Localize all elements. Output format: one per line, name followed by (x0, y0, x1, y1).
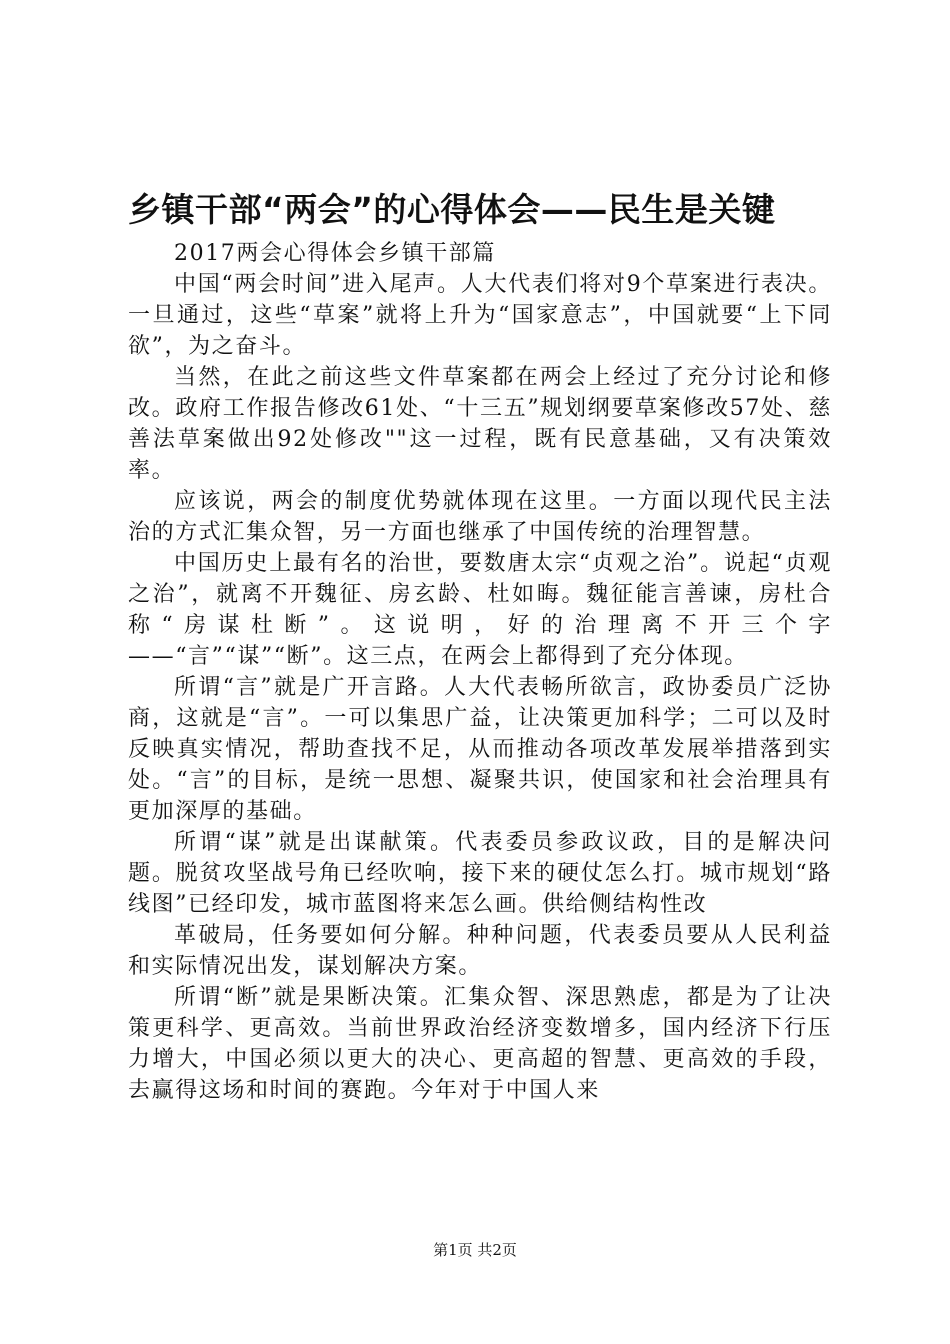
body-paragraph: 当然，在此之前这些文件草案都在两会上经过了充分讨论和修改。政府工作报告修改61处、“十三五”规划纲要草案修改57处、慈善法草案做出92处修改""这一过程，既有民意基础，又有决策效率。 (128, 365, 832, 483)
body-paragraph: 所谓“断”就是果断决策。汇集众智、深思熟虑，都是为了让决策更科学、更高效。当前世界政治经济变数增多，国内经济下行压力增大，中国必须以更大的决心、更高超的智慧、更高效的手段，去赢得这场和时间的赛跑。今年对于中国人来 (128, 985, 832, 1103)
page-number-footer: 第1页 共2页 (433, 1241, 517, 1259)
document-title: 乡镇干部“两会”的心得体会——民生是关键 (128, 190, 776, 229)
document-body (128, 238, 832, 1106)
body-paragraph: 应该说，两会的制度优势就体现在这里。一方面以现代民主法治的方式汇集众智，另一方面也继承了中国传统的治理智慧。 (128, 489, 832, 545)
subtitle-paragraph: 2017两会心得体会乡镇干部篇 (174, 241, 496, 266)
body-paragraph: 中国历史上最有名的治世，要数唐太宗“贞观之治”。说起“贞观之治”，就离不开魏征、房玄龄、杜如晦。魏征能言善谏，房杜合称“房谋杜断”。这说明，好的治理离不开三个字——“言”“谋”“断”。这三点，在两会上都得到了充分体现。 (128, 551, 832, 669)
body-paragraph: 所谓“谋”就是出谋献策。代表委员参政议政，目的是解决问题。脱贫攻坚战号角已经吹响，接下来的硬仗怎么打。城市规划“路线图”已经印发，城市蓝图将来怎么画。供给侧结构性改 (128, 830, 832, 917)
body-paragraph: 革破局，任务要如何分解。种种问题，代表委员要从人民利益和实际情况出发，谋划解决方案。 (128, 923, 832, 979)
body-paragraph: 所谓“言”就是广开言路。人大代表畅所欲言，政协委员广泛协商，这就是“言”。一可以集思广益，让决策更加科学；二可以及时反映真实情况，帮助查找不足，从而推动各项改革发展举措落到实处。“言”的目标，是统一思想、凝聚共识，使国家和社会治理具有更加深厚的基础。 (128, 675, 832, 824)
body-paragraph: 中国“两会时间”进入尾声。人大代表们将对9个草案进行表决。一旦通过，这些“草案”就将上升为“国家意志”，中国就要“上下同欲”，为之奋斗。 (128, 272, 832, 359)
